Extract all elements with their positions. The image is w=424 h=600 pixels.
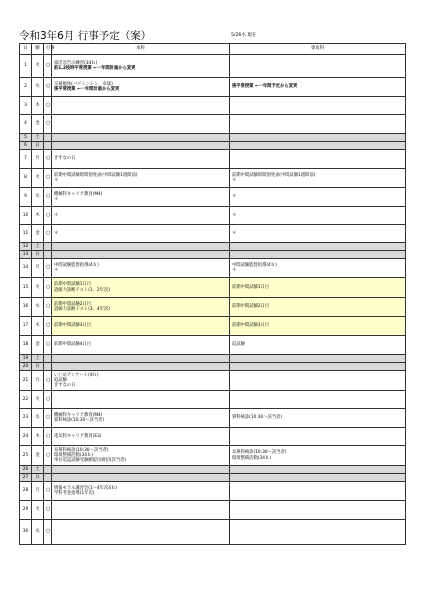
senko-cell — [230, 474, 406, 482]
honka-entry: 機械科キャリア教育(M4) — [54, 412, 103, 418]
table-row — [20, 150, 406, 169]
day-cell: 2 — [20, 78, 32, 97]
dow-cell: 木 — [32, 97, 44, 115]
class-day-mark: ○ — [44, 391, 52, 409]
dow-cell: 月 — [32, 259, 44, 278]
senko-entry: ＊ — [232, 230, 237, 236]
senko-cell — [230, 391, 406, 409]
senko-cell — [230, 520, 406, 545]
day-cell: 11 — [20, 225, 32, 243]
class-day-mark: ○ — [44, 97, 52, 115]
class-day-mark: ○ — [44, 520, 52, 545]
dow-cell: 火 — [32, 391, 44, 409]
table-row — [20, 466, 406, 474]
dow-cell: 金 — [32, 225, 44, 243]
table-row — [20, 355, 406, 363]
dow-cell: 木 — [32, 428, 44, 446]
day-cell: 13 — [20, 251, 32, 259]
senko-entry: ＊ — [232, 212, 237, 218]
class-day-mark: ○ — [44, 336, 52, 355]
dow-cell: 火 — [32, 501, 44, 520]
dow-cell: 水 — [32, 78, 44, 97]
honka-entry: 機械科キャリア教育(M4) — [54, 191, 103, 197]
day-cell: 24 — [20, 428, 32, 446]
dow-cell: 月 — [32, 150, 44, 169]
table-row — [20, 115, 406, 134]
class-day-mark: ○ — [44, 278, 52, 298]
honka-entry: 前期中間試験1日目 — [54, 282, 92, 288]
honka-entry: ＊ — [54, 230, 59, 236]
class-day-mark — [44, 134, 52, 142]
senko-cell — [230, 259, 406, 278]
honka-entry: 学科考査指導(1年次) — [54, 491, 95, 496]
class-day-mark — [44, 355, 52, 363]
class-day-mark — [44, 142, 52, 150]
table-row — [20, 78, 406, 97]
dow-cell: 日 — [32, 474, 44, 482]
page-title: 令和3年6月 行事予定（案） — [19, 30, 152, 42]
honka-entry: 後平常授業 ←一年間計画から変更 — [54, 87, 120, 92]
honka-cell — [52, 371, 230, 391]
day-cell: 21 — [20, 371, 32, 391]
honka-cell — [52, 251, 230, 259]
senko-cell — [230, 446, 406, 466]
class-day-mark: ○ — [44, 482, 52, 501]
dow-cell: 火 — [32, 55, 44, 78]
senko-entry: ＊ — [232, 194, 237, 200]
dow-cell: 木 — [32, 207, 44, 225]
senko-entry: 前期中間試験1日目 — [232, 284, 270, 290]
honka-cell — [52, 466, 230, 474]
senko-cell — [230, 501, 406, 520]
senko-cell — [230, 207, 406, 225]
honka-entry: 追試験 — [54, 377, 67, 383]
honka-cell — [52, 363, 230, 371]
dow-cell: 土 — [32, 243, 44, 251]
class-day-mark: ○ — [44, 169, 52, 188]
honka-entry: 前期中間試験2日目 — [54, 301, 92, 307]
honka-cell — [52, 336, 230, 355]
dow-cell: 金 — [32, 115, 44, 134]
day-cell: 22 — [20, 391, 32, 409]
honka-entry: ＊ — [54, 268, 59, 273]
day-cell: 15 — [20, 278, 32, 298]
honka-cell — [52, 188, 230, 207]
dow-cell: 金 — [32, 446, 44, 466]
table-row — [20, 259, 406, 278]
table-row — [20, 474, 406, 482]
day-cell: 9 — [20, 188, 32, 207]
senko-entry: ＊ — [232, 178, 237, 183]
senko-cell — [230, 371, 406, 391]
honka-cell — [52, 207, 230, 225]
senko-cell — [230, 409, 406, 428]
honka-entry: 前1,2校時平常授業 ←一年間計画から変更 — [54, 66, 136, 71]
senko-entry: 寮科検診(10:30～該当者) — [232, 415, 283, 421]
honka-entry: 前期中間試験3日目 — [54, 323, 92, 329]
day-cell: 27 — [20, 474, 32, 482]
senko-cell — [230, 466, 406, 474]
class-day-mark: ○ — [44, 446, 52, 466]
table-row — [20, 371, 406, 391]
senko-cell — [230, 336, 406, 355]
day-cell: 10 — [20, 207, 32, 225]
table-row — [20, 482, 406, 501]
dow-cell: 火 — [32, 169, 44, 188]
day-cell: 23 — [20, 409, 32, 428]
honka-entry: 単位追認試験受験願提出締切(該当者) — [54, 458, 127, 464]
header-honka: 本科 — [52, 44, 230, 55]
table-row — [20, 409, 406, 428]
table-row — [20, 391, 406, 409]
class-day-mark: ○ — [44, 259, 52, 278]
honka-entry: 情報モラル講習会(1～4年次4ｈ) — [54, 485, 117, 491]
honka-entry: 耳鼻科検診(10:30～該当者) — [54, 447, 109, 453]
class-day-mark — [44, 466, 52, 474]
day-cell: 18 — [20, 336, 32, 355]
honka-entry: きずなの日 — [54, 156, 76, 162]
senko-cell — [230, 428, 406, 446]
honka-entry: 前期中間試験時間割発表(中間試験1週間前) — [54, 172, 138, 178]
class-day-mark — [44, 474, 52, 482]
day-cell: 17 — [20, 317, 32, 336]
table-row — [20, 97, 406, 115]
class-day-mark: ○ — [44, 188, 52, 207]
honka-cell — [52, 501, 230, 520]
senko-cell — [230, 278, 406, 298]
class-day-mark: ○ — [44, 115, 52, 134]
honka-cell — [52, 169, 230, 188]
honka-entry: ＊ — [54, 197, 59, 202]
honka-entry: 電気科キャリア教育(E3) — [54, 433, 102, 439]
header-senko: 専攻科 — [230, 44, 406, 55]
senko-cell — [230, 251, 406, 259]
class-day-mark — [44, 243, 52, 251]
senko-cell — [230, 115, 406, 134]
day-cell: 30 — [20, 520, 32, 545]
class-day-mark — [44, 363, 52, 371]
honka-entry: 読解力診断テスト(3、4年次) — [54, 307, 110, 312]
honka-entry: 部活急告示練習(34ｈ) — [54, 60, 98, 66]
table-row — [20, 446, 406, 466]
dow-cell: 土 — [32, 355, 44, 363]
honka-cell — [52, 97, 230, 115]
senko-cell — [230, 225, 406, 243]
honka-cell — [52, 391, 230, 409]
honka-entry: 交通総体(バドミントン、卓球) — [54, 81, 113, 87]
table-row — [20, 298, 406, 317]
table-header-row — [20, 44, 406, 55]
dow-cell: 日 — [32, 363, 44, 371]
honka-cell — [52, 409, 230, 428]
day-cell: 20 — [20, 363, 32, 371]
day-cell: 19 — [20, 355, 32, 363]
senko-cell — [230, 298, 406, 317]
class-day-mark: ○ — [44, 55, 52, 78]
header-dow: 曜 — [32, 44, 44, 55]
honka-cell — [52, 134, 230, 142]
senko-entry: 耳鼻科検診(10:30～該当者) — [232, 450, 287, 456]
schedule-body — [20, 55, 406, 545]
senko-cell — [230, 355, 406, 363]
honka-entry: ＊ — [54, 212, 59, 218]
day-cell: 7 — [20, 150, 32, 169]
dow-cell: 水 — [32, 409, 44, 428]
table-row — [20, 225, 406, 243]
class-day-mark: ○ — [44, 225, 52, 243]
dow-cell: 水 — [32, 298, 44, 317]
table-row — [20, 363, 406, 371]
table-row — [20, 428, 406, 446]
senko-cell — [230, 142, 406, 150]
dow-cell: 木 — [32, 317, 44, 336]
day-cell: 4 — [20, 115, 32, 134]
day-cell: 1 — [20, 55, 32, 78]
honka-entry: きずなの日 — [54, 383, 76, 389]
class-day-mark: ○ — [44, 409, 52, 428]
table-row — [20, 55, 406, 78]
honka-cell — [52, 115, 230, 134]
dow-cell: 日 — [32, 251, 44, 259]
class-day-mark: ○ — [44, 150, 52, 169]
senko-cell — [230, 243, 406, 251]
day-cell: 14 — [20, 259, 32, 278]
honka-cell — [52, 78, 230, 97]
honka-entry: 環境整備活動(34ｈ) — [54, 452, 93, 458]
senko-cell — [230, 97, 406, 115]
class-day-mark: ○ — [44, 428, 52, 446]
honka-cell — [52, 317, 230, 336]
dow-cell: 月 — [32, 371, 44, 391]
class-day-mark: ○ — [44, 371, 52, 391]
senko-cell — [230, 55, 406, 78]
senko-cell — [230, 188, 406, 207]
table-row — [20, 169, 406, 188]
senko-entry: 前期中間試験3日目 — [232, 323, 270, 329]
senko-entry: 追試験 — [232, 342, 245, 348]
dow-cell: 水 — [32, 520, 44, 545]
senko-cell — [230, 78, 406, 97]
table-row — [20, 317, 406, 336]
table-row — [20, 188, 406, 207]
senko-cell — [230, 150, 406, 169]
honka-entry: 寮科検診(10:30～該当者) — [54, 418, 105, 423]
day-cell: 12 — [20, 243, 32, 251]
senko-entry: ＊ — [232, 268, 237, 273]
class-day-mark: ○ — [44, 298, 52, 317]
dow-cell: 日 — [32, 142, 44, 150]
dow-cell: 金 — [32, 336, 44, 355]
class-day-mark: ○ — [44, 501, 52, 520]
honka-entry: いじめアンケート(4ｈ) — [54, 372, 99, 378]
class-day-mark: ○ — [44, 317, 52, 336]
table-row — [20, 278, 406, 298]
honka-cell — [52, 446, 230, 466]
day-cell: 16 — [20, 298, 32, 317]
senko-entry: 中間試験監督指導(4ｈ) — [232, 262, 277, 268]
honka-cell — [52, 150, 230, 169]
table-row — [20, 520, 406, 545]
honka-entry: ＊ — [54, 178, 59, 183]
class-day-mark: ○ — [44, 207, 52, 225]
table-row — [20, 336, 406, 355]
senko-cell — [230, 363, 406, 371]
honka-cell — [52, 520, 230, 545]
class-day-mark: ○ — [44, 78, 52, 97]
day-cell: 25 — [20, 446, 32, 466]
day-cell: 8 — [20, 169, 32, 188]
honka-cell — [52, 298, 230, 317]
day-cell: 3 — [20, 97, 32, 115]
dow-cell: 水 — [32, 188, 44, 207]
day-cell: 5 — [20, 134, 32, 142]
honka-cell — [52, 55, 230, 78]
table-row — [20, 243, 406, 251]
senko-entry: 前期中間試験2日目 — [232, 304, 270, 310]
class-day-mark — [44, 251, 52, 259]
table-row — [20, 501, 406, 520]
dow-cell: 火 — [32, 278, 44, 298]
honka-cell — [52, 474, 230, 482]
senko-cell — [230, 482, 406, 501]
senko-entry: 環境整備活動(34ｈ) — [232, 455, 271, 461]
table-row — [20, 251, 406, 259]
honka-cell — [52, 482, 230, 501]
table-row — [20, 207, 406, 225]
document-header — [19, 30, 405, 42]
day-cell: 6 — [20, 142, 32, 150]
schedule-table — [19, 43, 406, 545]
table-row — [20, 134, 406, 142]
day-cell: 26 — [20, 466, 32, 474]
honka-entry: 前期中間試験4日目 — [54, 342, 92, 348]
honka-cell — [52, 355, 230, 363]
honka-cell — [52, 225, 230, 243]
dow-cell: 月 — [32, 482, 44, 501]
header-date: 日 — [20, 44, 32, 55]
honka-cell — [52, 259, 230, 278]
header-gyoji: 行事 — [44, 44, 52, 55]
table-row — [20, 142, 406, 150]
dow-cell: 土 — [32, 134, 44, 142]
day-cell: 29 — [20, 501, 32, 520]
honka-cell — [52, 428, 230, 446]
senko-entry: 前期中間試験時間割発表(中間試験1週間前) — [232, 172, 316, 178]
honka-cell — [52, 278, 230, 298]
senko-cell — [230, 169, 406, 188]
day-cell: 28 — [20, 482, 32, 501]
honka-cell — [52, 243, 230, 251]
dow-cell: 土 — [32, 466, 44, 474]
senko-entry: 後平常授業 ←一年間予定から変更 — [232, 84, 298, 90]
senko-cell — [230, 317, 406, 336]
honka-entry: 読解力診断テスト(1、2年次) — [54, 287, 110, 293]
honka-entry: 中間試験監督指導(4ｈ) — [54, 262, 99, 268]
senko-cell — [230, 134, 406, 142]
honka-cell — [52, 142, 230, 150]
as-of-date: 5/26水 現在 — [231, 33, 257, 38]
